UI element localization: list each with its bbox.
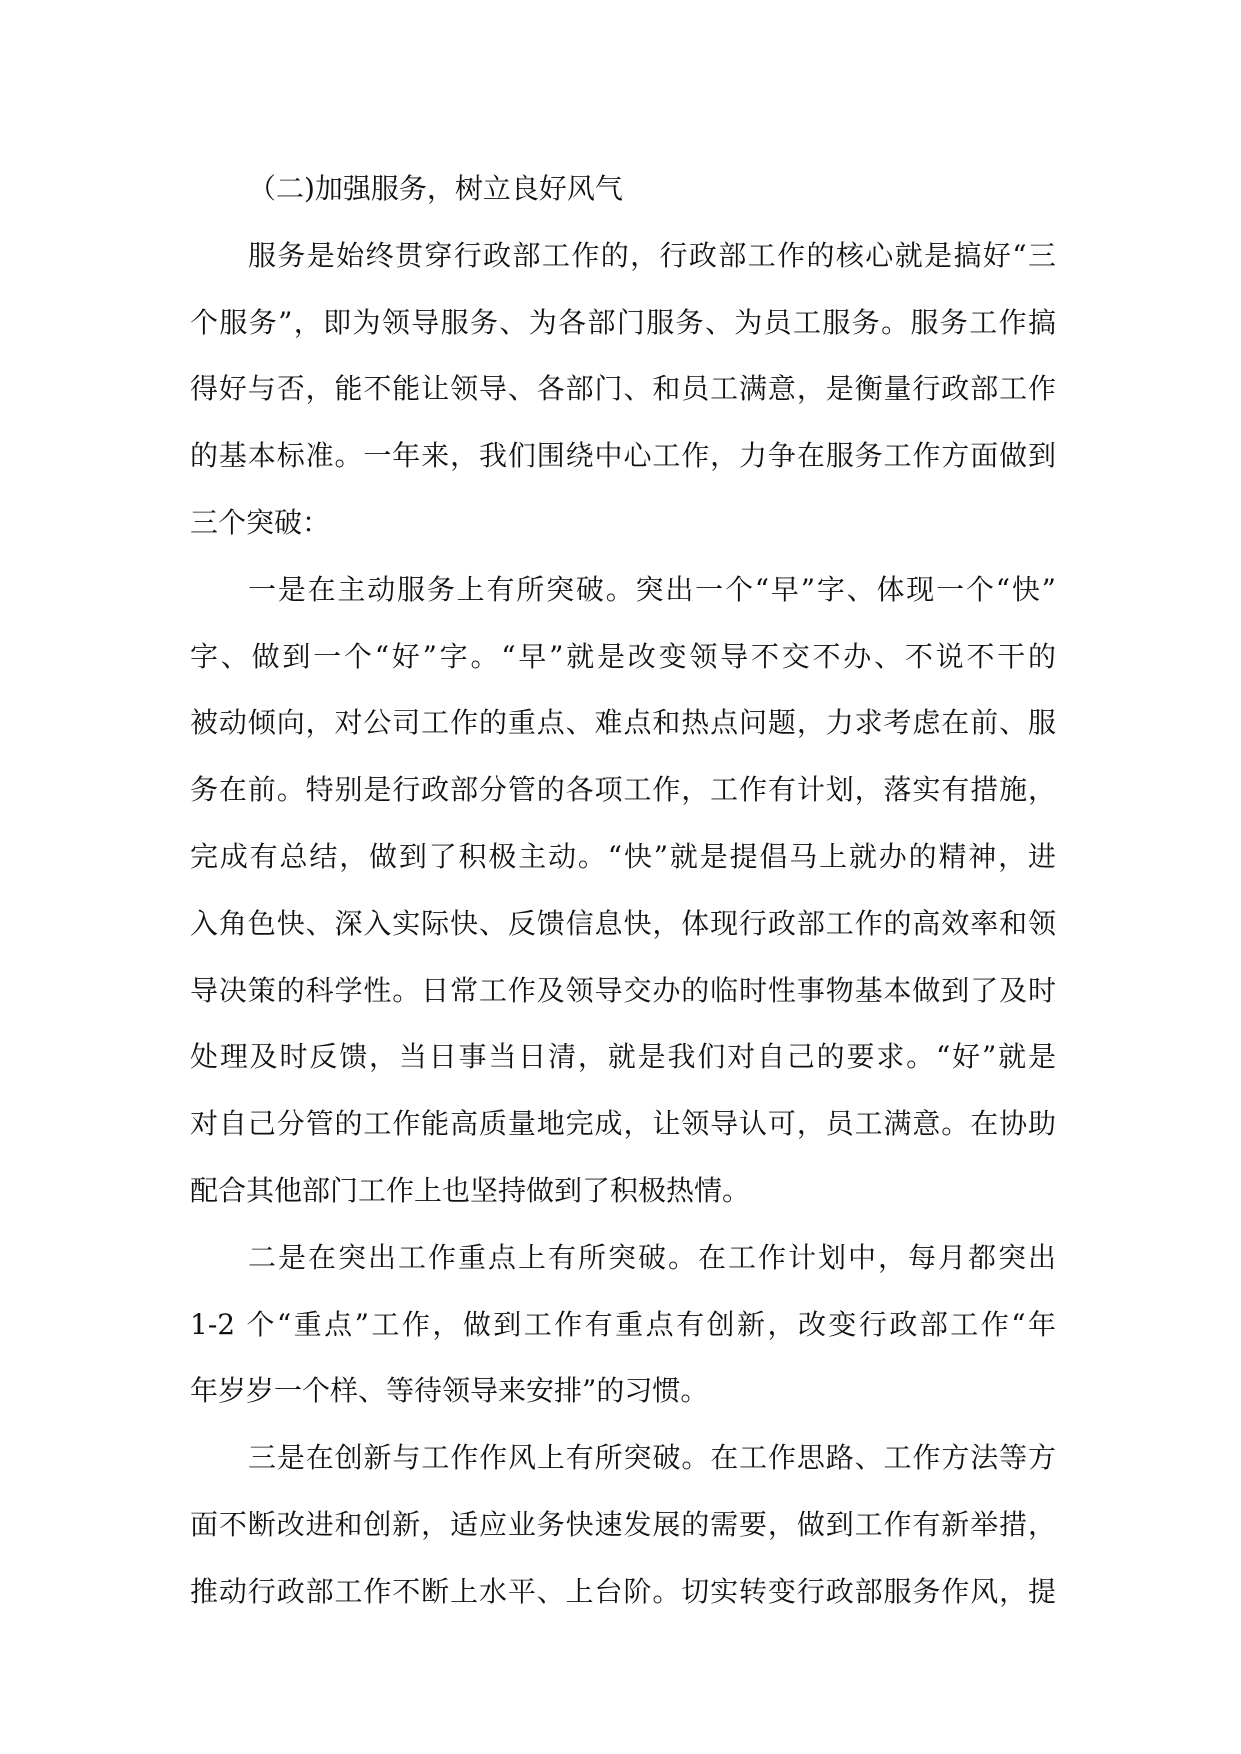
paragraph-3-line-2: 1-2 个“重点”工作，做到工作有重点有创新，改变行政部工作“年 — [190, 1307, 1056, 1341]
paragraph-1-line-5: 三个突破： — [190, 505, 331, 539]
paragraph-1-line-4: 的基本标准。一年来，我们围绕中心工作，力争在服务工作方面做到 — [190, 439, 1056, 473]
paragraph-3-line-1: 二是在突出工作重点上有所突破。在工作计划中，每月都突出 — [248, 1240, 1056, 1274]
paragraph-1-line-2: 个服务”，即为领导服务、为各部门服务、为员工服务。服务工作搞 — [190, 305, 1056, 339]
paragraph-2-line-8: 处理及时反馈，当日事当日清，就是我们对自己的要求。“好”就是 — [190, 1040, 1056, 1074]
paragraph-2-line-2: 字、做到一个“好”字。“早”就是改变领导不交不办、不说不干的 — [190, 639, 1056, 673]
paragraph-4-line-1: 三是在创新与工作作风上有所突破。在工作思路、工作方法等方 — [248, 1441, 1056, 1475]
paragraph-2-line-3: 被动倾向，对公司工作的重点、难点和热点问题，力求考虑在前、服 — [190, 706, 1056, 740]
paragraph-2-line-7: 导决策的科学性。日常工作及领导交办的临时性事物基本做到了及时 — [190, 973, 1056, 1007]
paragraph-1-line-1: 服务是始终贯穿行政部工作的，行政部工作的核心就是搞好“三 — [248, 238, 1056, 272]
paragraph-2-line-1: 一是在主动服务上有所突破。突出一个“早”字、体现一个“快” — [248, 572, 1056, 606]
paragraph-2-line-5: 完成有总结，做到了积极主动。“快”就是提倡马上就办的精神，进 — [190, 839, 1056, 873]
paragraph-2-line-4: 务在前。特别是行政部分管的各项工作，工作有计划，落实有措施， — [190, 773, 1056, 807]
section-heading: （二)加强服务，树立良好风气 — [248, 172, 623, 205]
paragraph-2-line-9: 对自己分管的工作能高质量地完成，让领导认可，员工满意。在协助 — [190, 1107, 1056, 1141]
paragraph-4-line-2: 面不断改进和创新，适应业务快速发展的需要，做到工作有新举措， — [190, 1507, 1056, 1541]
paragraph-4-line-3: 推动行政部工作不断上水平、上台阶。切实转变行政部服务作风，提 — [190, 1574, 1056, 1608]
paragraph-2-line-6: 入角色快、深入实际快、反馈信息快，体现行政部工作的高效率和领 — [190, 906, 1056, 940]
paragraph-3-line-3: 年岁岁一个样、等待领导来安排”的习惯。 — [190, 1374, 709, 1408]
paragraph-1-line-3: 得好与否，能不能让领导、各部门、和员工满意，是衡量行政部工作 — [190, 372, 1056, 406]
paragraph-2-line-10: 配合其他部门工作上也坚持做到了积极热情。 — [190, 1173, 751, 1207]
document-body — [190, 156, 1056, 1626]
